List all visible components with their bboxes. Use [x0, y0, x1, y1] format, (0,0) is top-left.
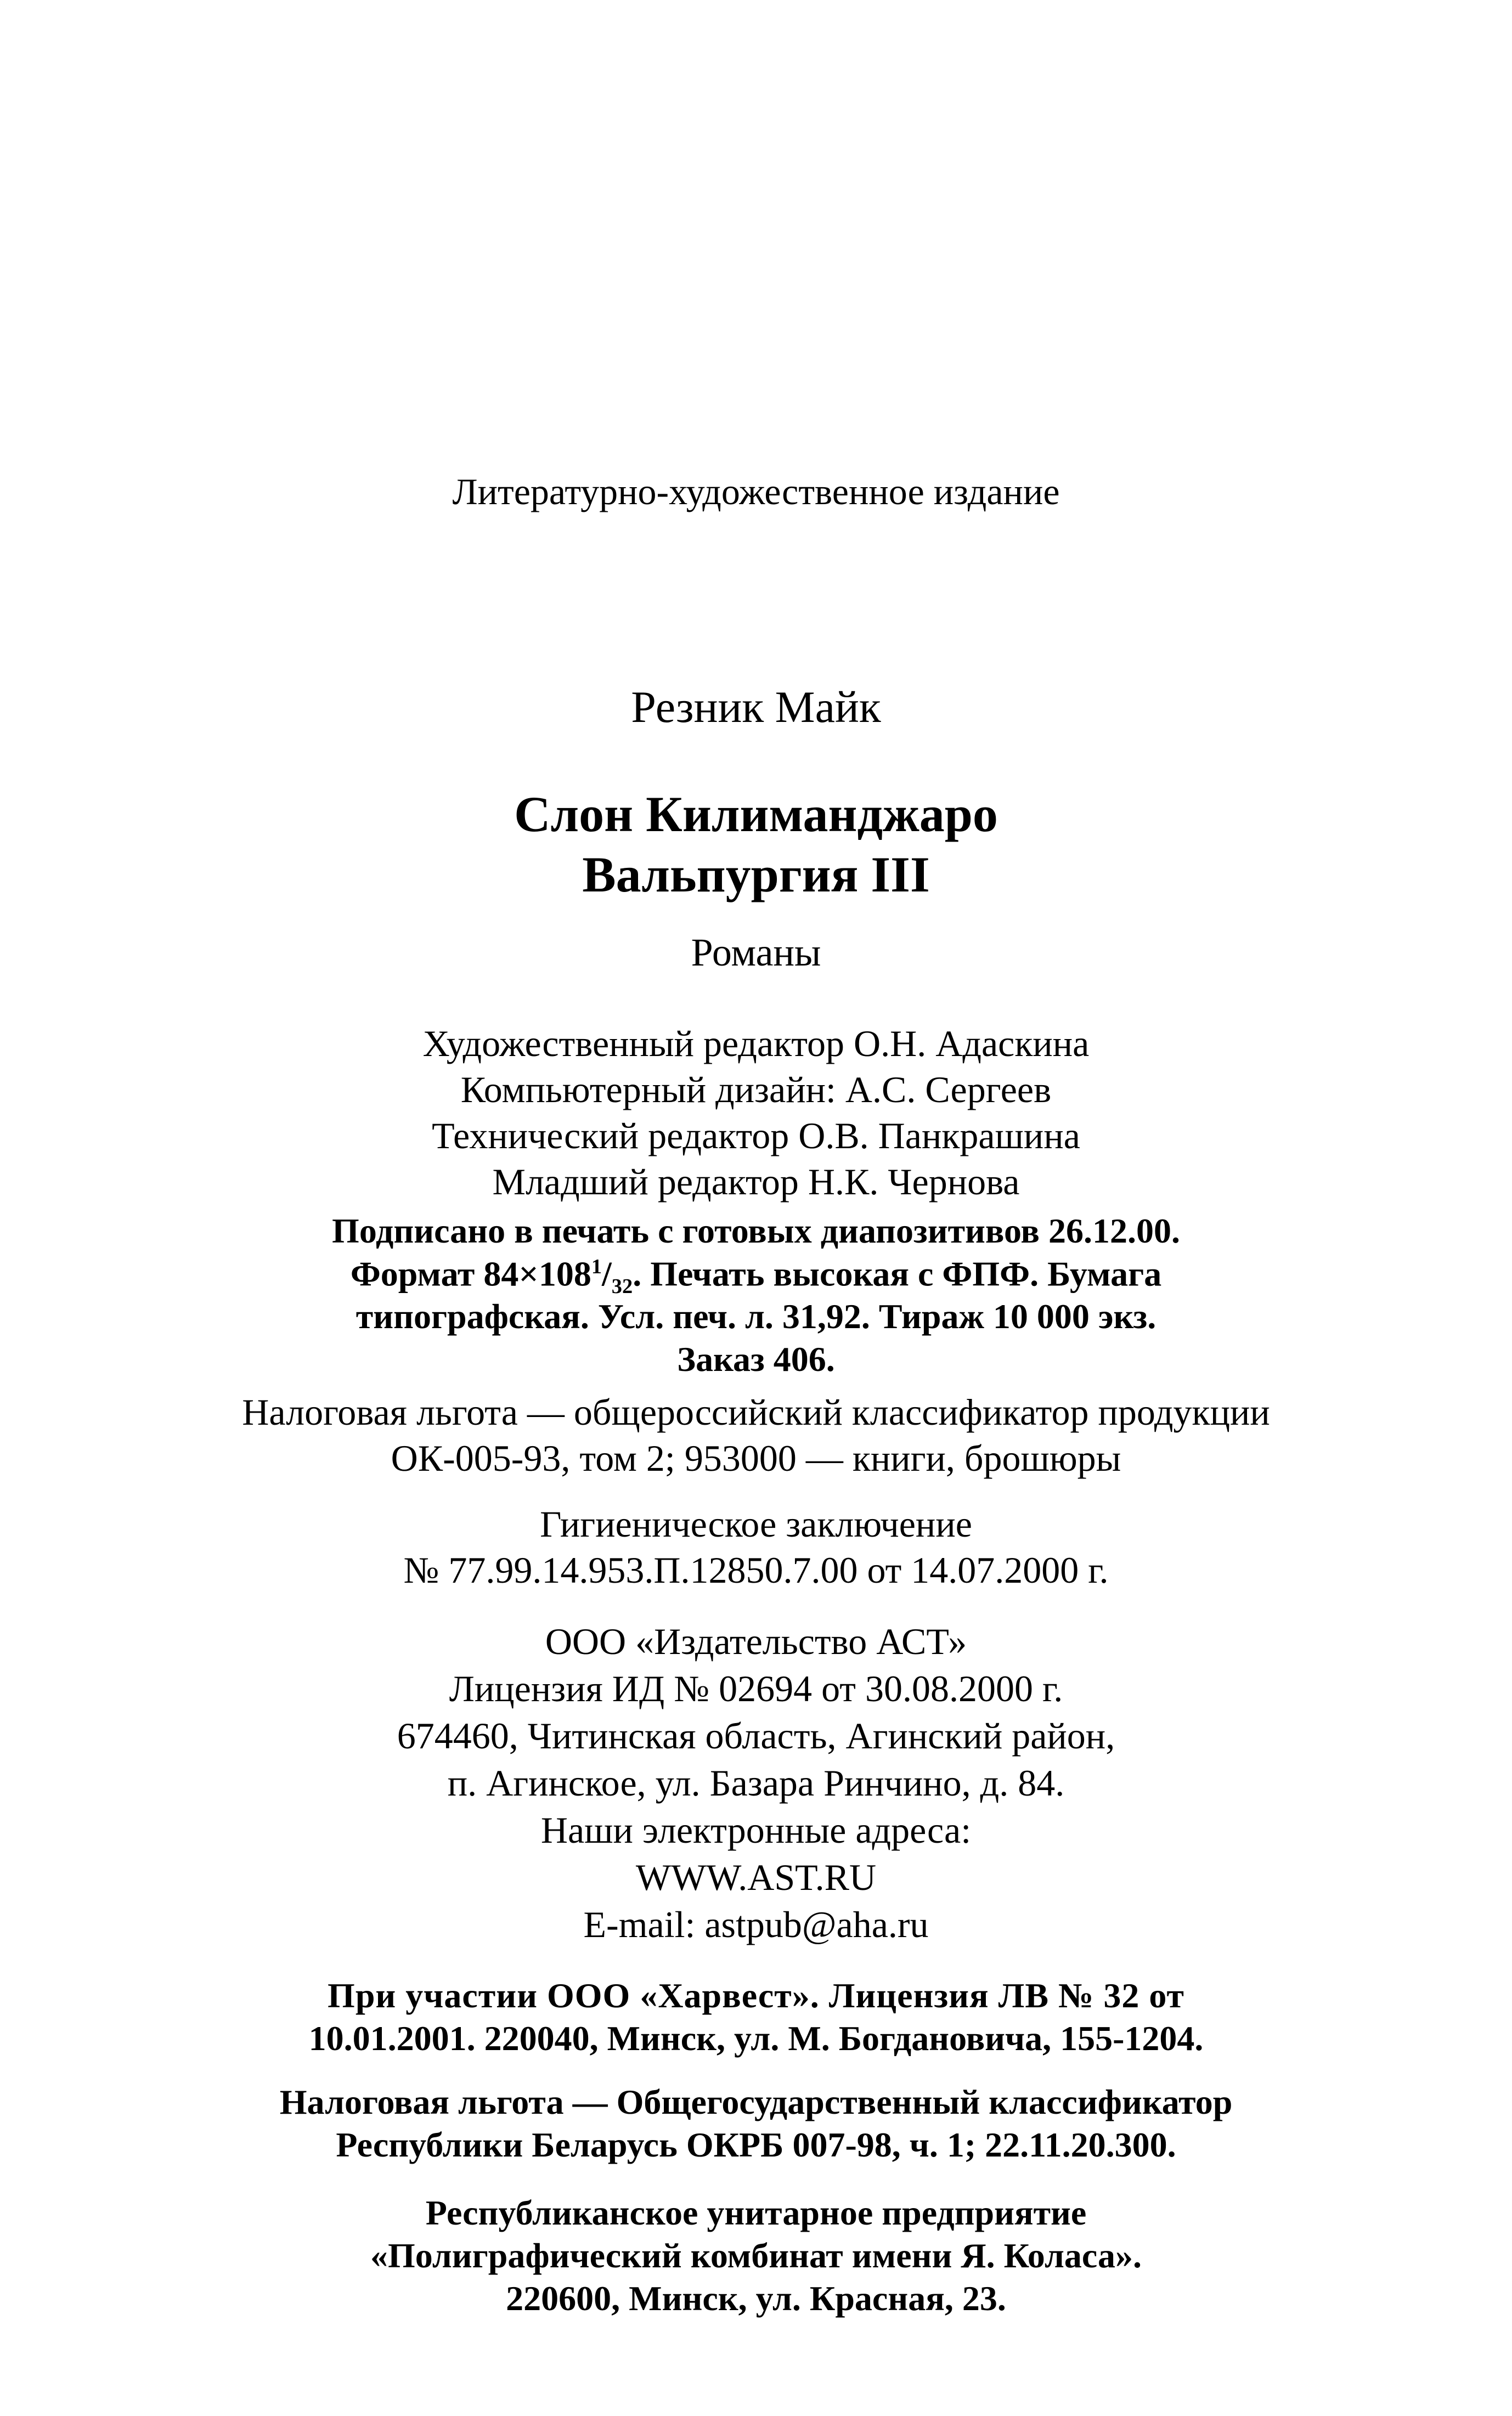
print-format-line	[0, 1256, 1512, 1297]
book-title-2: Вальпургия III	[582, 846, 930, 902]
credit-art-editor: Художественный редактор О.Н. Адаскина	[422, 1023, 1090, 1064]
harvest-line-1: При участии ООО «Харвест». Лицензия ЛВ № 32 от	[328, 1976, 1184, 2015]
tax-russia-line-2: ОК-005-93, том 2; 953000 — книги, брошюры	[391, 1437, 1121, 1479]
printer-line-2: «Полиграфический комбинат имени Я. Коласа».	[370, 2236, 1142, 2275]
credit-junior-editor: Младший редактор Н.К. Чернова	[492, 1161, 1020, 1203]
format-sup: 1	[591, 1255, 602, 1278]
printer-line-1: Республиканское унитарное предприятие	[425, 2193, 1087, 2232]
publisher-email: E-mail: astpub@aha.ru	[583, 1904, 929, 1945]
genre-label: Романы	[691, 930, 821, 974]
format-prefix: Формат 84×108	[350, 1254, 591, 1294]
credit-technical-editor: Технический редактор О.В. Панкрашина	[432, 1115, 1080, 1156]
tax-belarus-line-2: Республики Беларусь ОКРБ 007-98, ч. 1; 22.11.20.300.	[336, 2125, 1176, 2164]
hygiene-line-2: № 77.99.14.953.П.12850.7.00 от 14.07.2000 г.	[403, 1549, 1109, 1591]
publisher-website: WWW.AST.RU	[635, 1856, 877, 1898]
hygiene-line-1: Гигиеническое заключение	[540, 1503, 972, 1545]
publisher-address-2: п. Агинское, ул. Базара Ринчино, д. 84.	[447, 1762, 1065, 1804]
series-label: Литературно-художественное издание	[452, 471, 1060, 512]
format-sub: 32	[611, 1275, 633, 1299]
book-title-1: Слон Килиманджаро	[514, 786, 998, 842]
tax-belarus-line-1: Налоговая льгота — Общегосударственный классификатор	[279, 2082, 1233, 2121]
publisher-license: Лицензия ИД № 02694 от 30.08.2000 г.	[449, 1668, 1063, 1709]
publisher-web-label: Наши электронные адреса:	[540, 1809, 972, 1851]
harvest-line-2: 10.01.2001. 220040, Минск, ул. М. Богдановича, 155-1204.	[308, 2019, 1204, 2058]
print-paper-line: типографская. Усл. печ. л. 31,92. Тираж 10 000 экз.	[356, 1297, 1156, 1336]
print-order-line: Заказ 406.	[677, 1340, 835, 1379]
publisher-name: ООО «Издательство АСТ»	[545, 1621, 967, 1662]
author-name: Резник Майк	[631, 682, 881, 732]
format-rest: . Печать высокая с ФПФ. Бумага	[633, 1254, 1162, 1294]
tax-russia-line-1: Налоговая льгота — общероссийский классификатор продукции	[242, 1391, 1270, 1433]
format-slash: /	[602, 1254, 612, 1294]
credit-computer-design: Компьютерный дизайн: А.С. Сергеев	[460, 1069, 1052, 1110]
publisher-address-1: 674460, Читинская область, Агинский район,	[397, 1715, 1115, 1757]
print-signed-line: Подписано в печать с готовых диапозитивов 26.12.00.	[332, 1211, 1180, 1250]
printer-line-3: 220600, Минск, ул. Красная, 23.	[506, 2279, 1006, 2318]
